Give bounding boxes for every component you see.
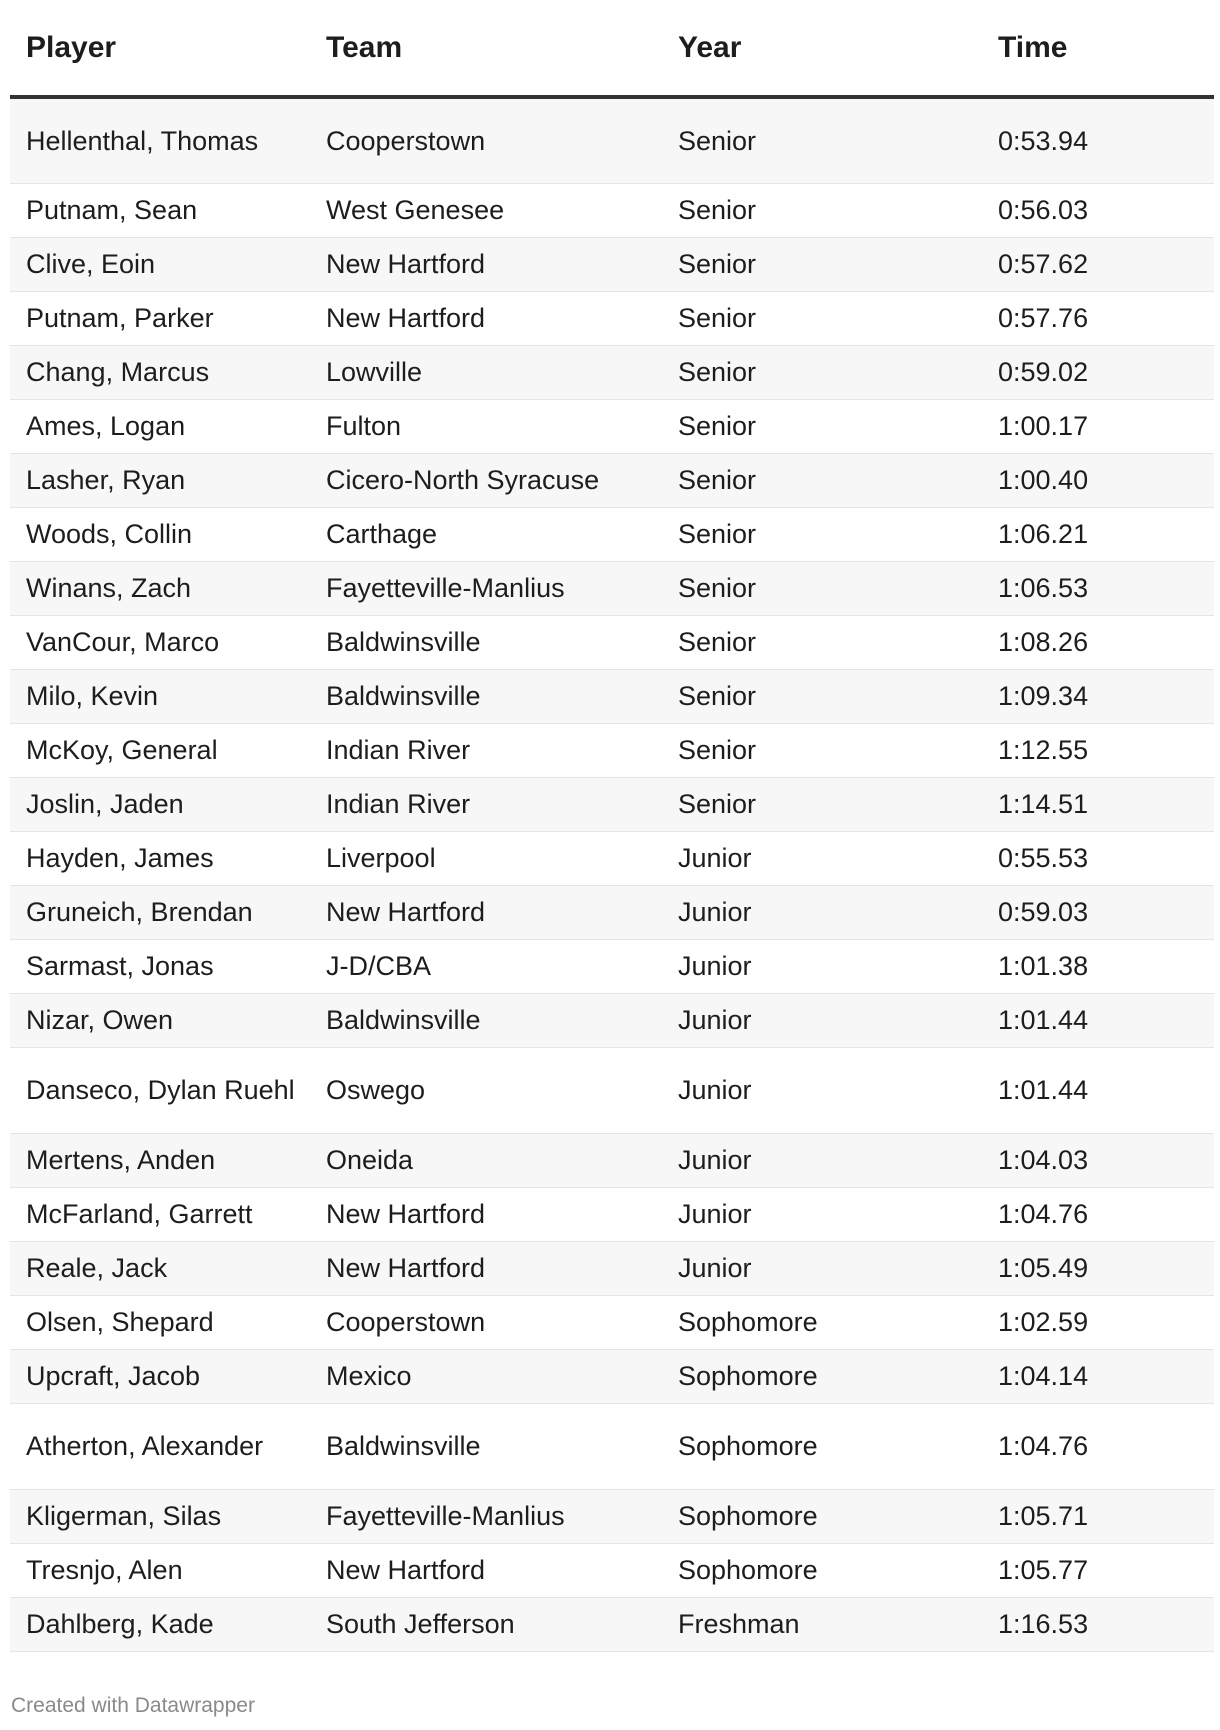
cell-year: Junior	[662, 1047, 982, 1133]
cell-player: Danseco, Dylan Ruehl	[10, 1047, 310, 1133]
cell-player: Kligerman, Silas	[10, 1489, 310, 1543]
data-table	[10, 0, 1214, 1652]
column-header-time[interactable]: Time	[982, 0, 1214, 97]
cell-year: Senior	[662, 723, 982, 777]
cell-year: Junior	[662, 831, 982, 885]
cell-player: Hellenthal, Thomas	[10, 97, 310, 183]
table-row	[10, 345, 1214, 399]
cell-team: West Genesee	[310, 183, 662, 237]
cell-player: Ames, Logan	[10, 399, 310, 453]
table-row	[10, 777, 1214, 831]
cell-time: 1:05.71	[982, 1489, 1214, 1543]
cell-team: Baldwinsville	[310, 993, 662, 1047]
cell-player: Tresnjo, Alen	[10, 1543, 310, 1597]
table-row	[10, 1295, 1214, 1349]
cell-team: J-D/CBA	[310, 939, 662, 993]
cell-team: Cooperstown	[310, 97, 662, 183]
table-row	[10, 453, 1214, 507]
cell-time: 1:14.51	[982, 777, 1214, 831]
column-header-year[interactable]: Year	[662, 0, 982, 97]
table-row	[10, 885, 1214, 939]
cell-player: Lasher, Ryan	[10, 453, 310, 507]
cell-time: 0:57.62	[982, 237, 1214, 291]
cell-team: Fayetteville-Manlius	[310, 561, 662, 615]
cell-year: Junior	[662, 885, 982, 939]
cell-team: Liverpool	[310, 831, 662, 885]
cell-time: 1:01.38	[982, 939, 1214, 993]
cell-team: South Jefferson	[310, 1597, 662, 1651]
table-row	[10, 1543, 1214, 1597]
cell-player: Chang, Marcus	[10, 345, 310, 399]
cell-year: Junior	[662, 1133, 982, 1187]
table-row	[10, 237, 1214, 291]
table-row	[10, 1187, 1214, 1241]
table-row	[10, 1047, 1214, 1133]
cell-time: 1:16.53	[982, 1597, 1214, 1651]
cell-player: Olsen, Shepard	[10, 1295, 310, 1349]
cell-team: New Hartford	[310, 885, 662, 939]
cell-time: 1:04.03	[982, 1133, 1214, 1187]
cell-player: VanCour, Marco	[10, 615, 310, 669]
table-row	[10, 723, 1214, 777]
cell-time: 1:09.34	[982, 669, 1214, 723]
cell-player: Clive, Eoin	[10, 237, 310, 291]
cell-team: New Hartford	[310, 1187, 662, 1241]
cell-time: 1:00.17	[982, 399, 1214, 453]
cell-team: Indian River	[310, 777, 662, 831]
cell-year: Senior	[662, 777, 982, 831]
cell-time: 0:57.76	[982, 291, 1214, 345]
cell-team: Baldwinsville	[310, 1403, 662, 1489]
cell-team: Oswego	[310, 1047, 662, 1133]
cell-time: 1:08.26	[982, 615, 1214, 669]
cell-player: Putnam, Sean	[10, 183, 310, 237]
cell-time: 1:05.49	[982, 1241, 1214, 1295]
table-row	[10, 669, 1214, 723]
cell-year: Senior	[662, 615, 982, 669]
cell-team: Baldwinsville	[310, 669, 662, 723]
cell-year: Junior	[662, 939, 982, 993]
cell-year: Freshman	[662, 1597, 982, 1651]
table-row	[10, 561, 1214, 615]
cell-team: New Hartford	[310, 1543, 662, 1597]
table-row	[10, 1489, 1214, 1543]
table-row	[10, 97, 1214, 183]
table-row	[10, 615, 1214, 669]
cell-team: Indian River	[310, 723, 662, 777]
header-row	[10, 0, 1214, 97]
column-header-player[interactable]: Player	[10, 0, 310, 97]
cell-player: McKoy, General	[10, 723, 310, 777]
cell-year: Sophomore	[662, 1543, 982, 1597]
table-row	[10, 1597, 1214, 1651]
cell-player: Joslin, Jaden	[10, 777, 310, 831]
cell-time: 1:04.76	[982, 1187, 1214, 1241]
cell-team: Baldwinsville	[310, 615, 662, 669]
cell-team: Mexico	[310, 1349, 662, 1403]
cell-time: 1:02.59	[982, 1295, 1214, 1349]
cell-team: New Hartford	[310, 237, 662, 291]
cell-time: 1:01.44	[982, 1047, 1214, 1133]
cell-player: Reale, Jack	[10, 1241, 310, 1295]
table-row	[10, 1133, 1214, 1187]
cell-player: Milo, Kevin	[10, 669, 310, 723]
table-row	[10, 507, 1214, 561]
cell-year: Junior	[662, 993, 982, 1047]
table-row	[10, 291, 1214, 345]
table-row	[10, 831, 1214, 885]
cell-year: Senior	[662, 399, 982, 453]
cell-player: Atherton, Alexander	[10, 1403, 310, 1489]
cell-player: Gruneich, Brendan	[10, 885, 310, 939]
cell-player: Nizar, Owen	[10, 993, 310, 1047]
cell-team: Oneida	[310, 1133, 662, 1187]
cell-year: Senior	[662, 291, 982, 345]
cell-time: 1:06.53	[982, 561, 1214, 615]
cell-team: Carthage	[310, 507, 662, 561]
table-row	[10, 1349, 1214, 1403]
cell-year: Sophomore	[662, 1489, 982, 1543]
cell-year: Senior	[662, 507, 982, 561]
cell-player: Sarmast, Jonas	[10, 939, 310, 993]
cell-time: 0:59.02	[982, 345, 1214, 399]
table-row	[10, 399, 1214, 453]
cell-year: Senior	[662, 453, 982, 507]
cell-time: 1:00.40	[982, 453, 1214, 507]
table-body	[10, 97, 1214, 1651]
cell-team: Lowville	[310, 345, 662, 399]
cell-player: Winans, Zach	[10, 561, 310, 615]
cell-time: 1:12.55	[982, 723, 1214, 777]
cell-player: Putnam, Parker	[10, 291, 310, 345]
cell-time: 0:53.94	[982, 97, 1214, 183]
table-container	[10, 0, 1214, 1652]
cell-year: Senior	[662, 183, 982, 237]
cell-year: Sophomore	[662, 1349, 982, 1403]
cell-time: 1:04.76	[982, 1403, 1214, 1489]
cell-time: 0:56.03	[982, 183, 1214, 237]
cell-year: Senior	[662, 237, 982, 291]
cell-year: Sophomore	[662, 1295, 982, 1349]
cell-time: 0:55.53	[982, 831, 1214, 885]
cell-player: Upcraft, Jacob	[10, 1349, 310, 1403]
cell-team: Fayetteville-Manlius	[310, 1489, 662, 1543]
cell-year: Junior	[662, 1187, 982, 1241]
cell-year: Senior	[662, 345, 982, 399]
cell-time: 1:06.21	[982, 507, 1214, 561]
table-row	[10, 183, 1214, 237]
cell-team: Fulton	[310, 399, 662, 453]
cell-player: Hayden, James	[10, 831, 310, 885]
table-row	[10, 1241, 1214, 1295]
cell-team: New Hartford	[310, 1241, 662, 1295]
cell-team: Cooperstown	[310, 1295, 662, 1349]
cell-year: Senior	[662, 97, 982, 183]
cell-time: 1:04.14	[982, 1349, 1214, 1403]
cell-time: 1:05.77	[982, 1543, 1214, 1597]
datawrapper-credit: Created with Datawrapper	[11, 1694, 255, 1717]
cell-team: Cicero-North Syracuse	[310, 453, 662, 507]
cell-time: 1:01.44	[982, 993, 1214, 1047]
cell-player: Woods, Collin	[10, 507, 310, 561]
cell-player: Dahlberg, Kade	[10, 1597, 310, 1651]
cell-year: Senior	[662, 561, 982, 615]
cell-year: Junior	[662, 1241, 982, 1295]
table-row	[10, 993, 1214, 1047]
cell-year: Sophomore	[662, 1403, 982, 1489]
table-row	[10, 939, 1214, 993]
cell-year: Senior	[662, 669, 982, 723]
cell-time: 0:59.03	[982, 885, 1214, 939]
cell-player: Mertens, Anden	[10, 1133, 310, 1187]
cell-team: New Hartford	[310, 291, 662, 345]
column-header-team[interactable]: Team	[310, 0, 662, 97]
table-row	[10, 1403, 1214, 1489]
cell-player: McFarland, Garrett	[10, 1187, 310, 1241]
